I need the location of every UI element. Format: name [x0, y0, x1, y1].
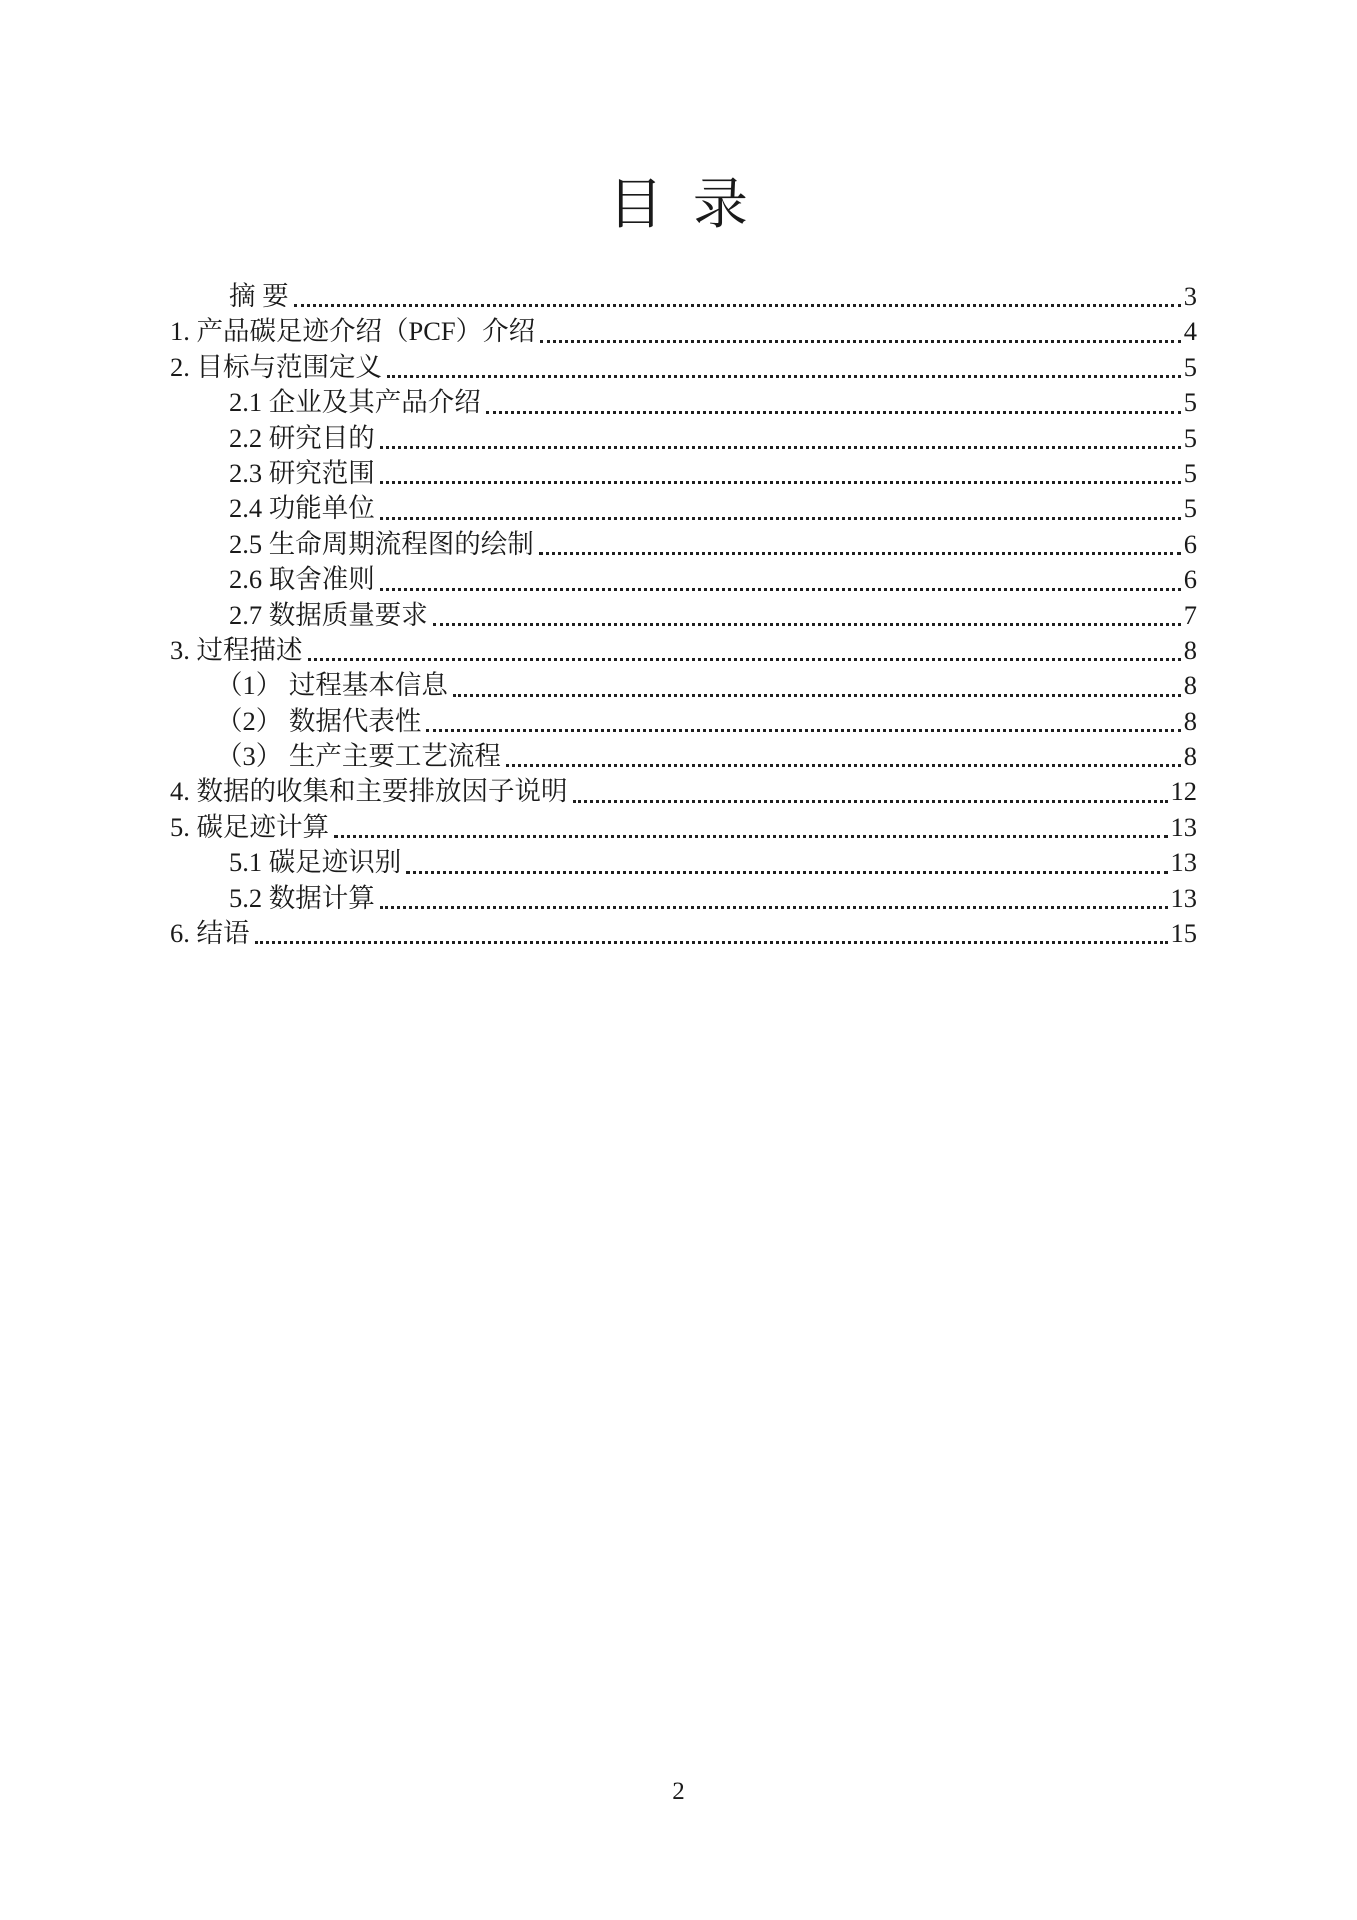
toc-entry-page: 6 [1183, 528, 1197, 559]
toc-leader-dots [308, 658, 1181, 661]
toc-entry-label: （2） 数据代表性 [216, 705, 422, 736]
toc-entry-label: 3. 过程描述 [170, 634, 303, 665]
page-number: 2 [672, 1778, 685, 1805]
toc-entry-page: 8 [1183, 741, 1197, 772]
toc-leader-dots [387, 375, 1181, 378]
toc-entry [170, 774, 1197, 809]
toc-entry [170, 633, 1197, 668]
toc-entry [170, 456, 1197, 491]
toc-leader-dots [380, 446, 1181, 449]
toc-entry-label: 5. 碳足迹计算 [170, 811, 329, 842]
toc-entry-label: 6. 结语 [170, 918, 250, 949]
toc-entry-page: 8 [1183, 705, 1197, 736]
toc-entry-label: 5.2 数据计算 [229, 882, 375, 913]
toc-leader-dots [426, 729, 1180, 732]
toc-entry-label: 摘 要 [229, 281, 289, 311]
toc-entry [170, 491, 1197, 526]
toc-leader-dots [334, 835, 1168, 838]
table-of-contents [170, 279, 1197, 951]
toc-entry-page: 8 [1183, 634, 1197, 665]
toc-entry-page: 5 [1183, 351, 1197, 382]
toc-entry-page: 6 [1183, 564, 1197, 595]
toc-leader-dots [380, 481, 1181, 484]
toc-leader-dots [380, 906, 1168, 909]
toc-entry-page: 3 [1183, 281, 1197, 311]
toc-leader-dots [294, 304, 1181, 307]
toc-entry [170, 314, 1197, 349]
toc-leader-dots [380, 588, 1181, 591]
toc-entry-page: 15 [1170, 918, 1197, 949]
toc-entry-label: 4. 数据的收集和主要排放因子说明 [170, 776, 568, 807]
toc-entry-page: 8 [1183, 670, 1197, 701]
toc-entry-label: 2.3 研究范围 [229, 457, 375, 488]
toc-entry [170, 845, 1197, 880]
toc-leader-dots [540, 340, 1181, 343]
toc-entry-label: 2.7 数据质量要求 [229, 599, 428, 630]
toc-entry [170, 704, 1197, 739]
toc-leader-dots [486, 411, 1181, 414]
toc-entry [170, 279, 1197, 314]
toc-entry-label: 2. 目标与范围定义 [170, 351, 382, 382]
toc-entry-page: 5 [1183, 387, 1197, 418]
toc-entry-page: 13 [1170, 811, 1197, 842]
toc-entry [170, 421, 1197, 456]
toc-leader-dots [453, 694, 1181, 697]
toc-leader-dots [380, 517, 1181, 520]
toc-leader-dots [433, 623, 1181, 626]
toc-entry-label: 5.1 碳足迹识别 [229, 847, 402, 878]
toc-entry-page: 7 [1183, 599, 1197, 630]
toc-entry-label: 2.2 研究目的 [229, 422, 375, 453]
toc-entry [170, 668, 1197, 703]
toc-entry-label: 2.6 取舍准则 [229, 564, 375, 595]
toc-entry-label: 2.5 生命周期流程图的绘制 [229, 528, 534, 559]
toc-leader-dots [573, 800, 1168, 803]
toc-leader-dots [406, 871, 1167, 874]
toc-entry-page: 4 [1183, 316, 1197, 347]
toc-entry-page: 13 [1170, 847, 1197, 878]
toc-entry [170, 739, 1197, 774]
toc-entry-page: 12 [1170, 776, 1197, 807]
toc-entry [170, 350, 1197, 385]
toc-entry [170, 810, 1197, 845]
toc-entry [170, 598, 1197, 633]
toc-entry-label: 1. 产品碳足迹介绍（PCF）介绍 [170, 316, 536, 347]
toc-entry [170, 881, 1197, 916]
toc-entry [170, 916, 1197, 951]
toc-entry-label: 2.4 功能单位 [229, 493, 375, 524]
toc-entry-label: （1） 过程基本信息 [216, 670, 448, 701]
page-title: 目 录 [608, 174, 749, 235]
toc-entry [170, 562, 1197, 597]
toc-leader-dots [539, 552, 1181, 555]
toc-entry-page: 5 [1183, 422, 1197, 453]
toc-entry-label: （3） 生产主要工艺流程 [216, 741, 501, 772]
toc-entry-page: 5 [1183, 493, 1197, 524]
toc-entry [170, 385, 1197, 420]
toc-entry-label: 2.1 企业及其产品介绍 [229, 387, 481, 418]
toc-leader-dots [255, 941, 1168, 944]
toc-leader-dots [506, 764, 1181, 767]
toc-entry [170, 527, 1197, 562]
toc-entry-page: 5 [1183, 457, 1197, 488]
toc-entry-page: 13 [1170, 882, 1197, 913]
